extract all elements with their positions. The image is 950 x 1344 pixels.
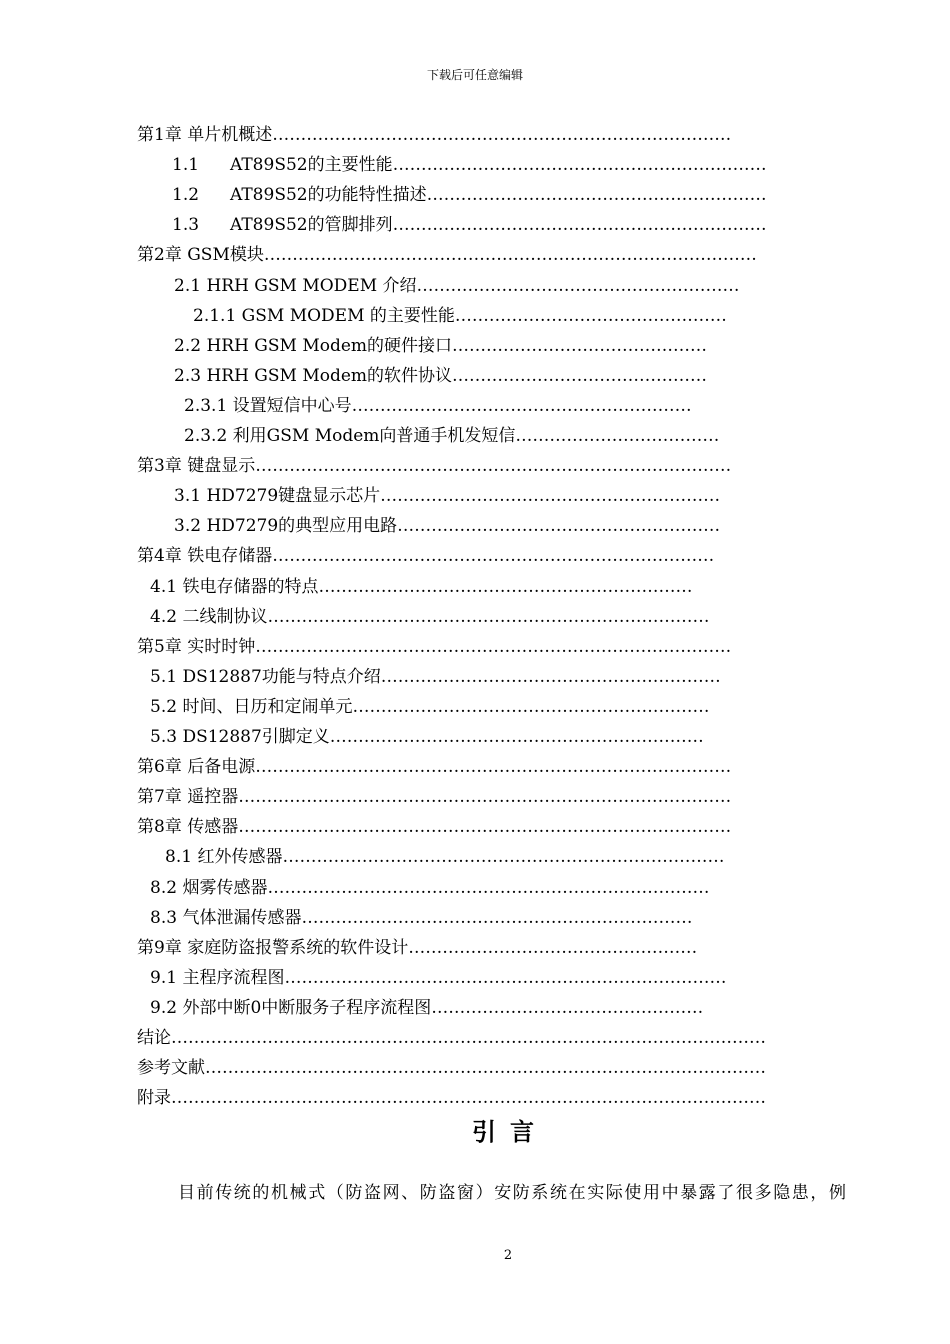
toc-entry[interactable] (137, 632, 792, 662)
toc-entry-label: AT89S52的管脚排列 (230, 215, 393, 236)
toc-entry[interactable] (174, 271, 782, 301)
toc-entry[interactable] (137, 120, 792, 150)
toc-entry[interactable] (137, 541, 792, 571)
toc-entry-label: 第5章 实时时钟 (137, 636, 256, 657)
toc-entry-leader: …………………………………………… (408, 937, 698, 958)
toc-entry[interactable] (172, 150, 804, 180)
toc-entry[interactable] (137, 812, 792, 842)
toc-entry-label: AT89S52的主要性能 (230, 155, 393, 176)
toc-entry-leader: ……………………………………… (452, 335, 708, 356)
toc-entry-leader: ……………………………………………………………………… (272, 125, 732, 145)
toc-entry[interactable] (165, 842, 775, 872)
toc-entry-leader: …………………………………………………………………… (272, 546, 715, 567)
toc-entry-label: 第1章 单片机概述 (137, 125, 273, 145)
toc-entry[interactable] (174, 481, 776, 511)
toc-entry-label: 结论 (137, 1028, 171, 1048)
toc-entry[interactable] (150, 903, 760, 933)
toc-entry-label: 5.1 DS12887功能与特点介绍 (150, 666, 381, 687)
toc-entry-leader: …………………………………………………………………… (282, 847, 725, 868)
section-title: 引言 (472, 1117, 548, 1146)
toc-entry-label: 2.1 HRH GSM MODEM 介绍 (174, 275, 417, 296)
toc-entry-label: 2.1.1 GSM MODEM 的主要性能 (193, 305, 455, 326)
toc-entry-leader: ………………………………………………… (416, 275, 740, 296)
toc-entry-leader: ………………………………………………………… (318, 576, 693, 597)
toc-entry[interactable] (137, 451, 792, 481)
page-header: 下载后可任意编辑 (426, 68, 523, 82)
toc-entry-label: 第7章 遥控器 (137, 787, 239, 808)
toc-entry-leader: …………………………………………………………………………………………… (171, 1088, 766, 1109)
toc-entry-label: 第6章 后备电源 (137, 757, 256, 778)
toc-entry-label: 2.3.2 利用GSM Modem向普通手机发短信 (184, 426, 516, 446)
toc-entry-leader: ……………………………………… (452, 365, 708, 386)
toc-entry-leader: ……………………………………………………………………………………… (205, 1058, 766, 1079)
toc-entry[interactable] (172, 210, 804, 240)
toc-entry-number: 1.1 (172, 155, 200, 176)
toc-entry[interactable] (137, 933, 792, 963)
toc-entry-label: 8.1 红外传感器 (165, 847, 283, 868)
toc-entry-leader: ………………………………………………………………………… (255, 456, 732, 477)
toc-entry[interactable] (172, 180, 804, 210)
toc-entry[interactable] (150, 602, 760, 632)
toc-entry-leader: …………………………………………………………………………… (238, 817, 732, 838)
toc-entry-label: 8.2 烟雾传感器 (150, 877, 268, 898)
toc-entry-leader: …………………………………………………… (380, 666, 721, 687)
toc-entry-number: 1.2 (172, 185, 200, 206)
toc-entry[interactable] (193, 301, 783, 331)
toc-entry[interactable] (150, 722, 760, 752)
toc-entry-label: 9.2 外部中断0中断服务子程序流程图 (150, 997, 432, 1018)
toc-entry-label: AT89S52的功能特性描述 (230, 185, 427, 206)
toc-entry-leader: …………………………………………………………………………… (263, 245, 757, 266)
toc-entry[interactable] (137, 1023, 807, 1053)
toc-entry-label: 第4章 铁电存储器 (137, 546, 273, 567)
toc-entry-leader: …………………………………………………………………… (267, 877, 710, 898)
page-number: 2 (503, 1248, 513, 1263)
toc-entry-label: 2.2 HRH GSM Modem的硬件接口 (174, 335, 453, 356)
body-paragraph: 目前传统的机械式（防盗网、防盗窗）安防系统在实际使用中暴露了很多隐患，例 (178, 1183, 848, 1203)
toc-entry-label: 9.1 主程序流程图 (150, 967, 285, 988)
toc-entry-leader: ………………………………………… (431, 997, 704, 1018)
toc-entry[interactable] (174, 361, 772, 391)
toc-entry-label: 4.1 铁电存储器的特点 (150, 576, 319, 597)
toc-entry-leader: ………………………………………………………… (392, 155, 767, 176)
toc-entry-label: 第2章 GSM模块 (137, 245, 264, 266)
toc-entry-leader: ………………………………………………………………………… (255, 636, 732, 657)
toc-entry-leader: ………………………………………………………… (392, 215, 767, 236)
toc-entry-leader: ………………………………………………… (397, 516, 721, 537)
toc-entry-label: 8.3 气体泄漏传感器 (150, 907, 302, 928)
toc-entry-label: 第8章 传感器 (137, 817, 239, 838)
toc-entry[interactable] (150, 993, 790, 1023)
toc-entry[interactable] (150, 692, 760, 722)
toc-entry-leader: ………………………………………… (454, 305, 727, 326)
toc-entry[interactable] (150, 662, 760, 692)
toc-entry-leader: ……………………………… (515, 426, 720, 446)
toc-entry-leader: …………………………………………………… (426, 185, 767, 206)
toc-entry[interactable] (150, 963, 775, 993)
toc-entry-label: 5.3 DS12887引脚定义 (150, 727, 330, 747)
toc-entry-leader: ……………………………………………………… (352, 696, 710, 717)
toc-entry[interactable] (184, 421, 768, 451)
toc-entry-label: 4.2 二线制协议 (150, 606, 268, 627)
toc-entry-leader: …………………………………………………………………………………………… (171, 1028, 766, 1048)
toc-entry[interactable] (137, 240, 799, 270)
toc-entry-label: 3.2 HD7279的典型应用电路 (174, 516, 398, 537)
toc-entry-label: 3.1 HD7279键盘显示芯片 (174, 486, 381, 507)
toc-entry-label: 第3章 键盘显示 (137, 456, 256, 477)
toc-entry[interactable] (184, 391, 766, 421)
toc-entry-leader: …………………………………………………………………… (267, 606, 710, 627)
toc-entry-label: 2.3 HRH GSM Modem的软件协议 (174, 365, 453, 386)
toc-entry-label: 附录 (137, 1088, 171, 1109)
toc-entry[interactable] (137, 782, 792, 812)
toc-entry[interactable] (174, 511, 776, 541)
toc-entry-leader: …………………………………………………… (351, 395, 692, 416)
toc-entry-number: 1.3 (172, 215, 200, 236)
toc-entry-leader: ………………………………………………………… (329, 727, 704, 747)
toc-entry[interactable] (137, 1083, 807, 1113)
toc-entry-label: 参考文献 (137, 1058, 205, 1079)
toc-entry-leader: ………………………………………………………………………… (255, 757, 732, 778)
toc-entry-label: 第9章 家庭防盗报警系统的软件设计 (137, 937, 409, 958)
toc-entry-leader: …………………………………………………………… (301, 907, 693, 928)
toc-entry-label: 5.2 时间、日历和定闹单元 (150, 696, 353, 717)
toc-entry-leader: …………………………………………………… (380, 486, 721, 507)
toc-entry-leader: …………………………………………………………………………… (238, 787, 732, 808)
toc-entry[interactable] (150, 572, 760, 602)
toc-entry[interactable] (150, 873, 760, 903)
toc-entry-label: 2.3.1 设置短信中心号 (184, 395, 352, 416)
toc-entry[interactable] (137, 1053, 807, 1083)
toc-entry-leader: …………………………………………………………………… (284, 967, 727, 988)
toc-entry[interactable] (174, 331, 772, 361)
toc-entry[interactable] (137, 752, 792, 782)
